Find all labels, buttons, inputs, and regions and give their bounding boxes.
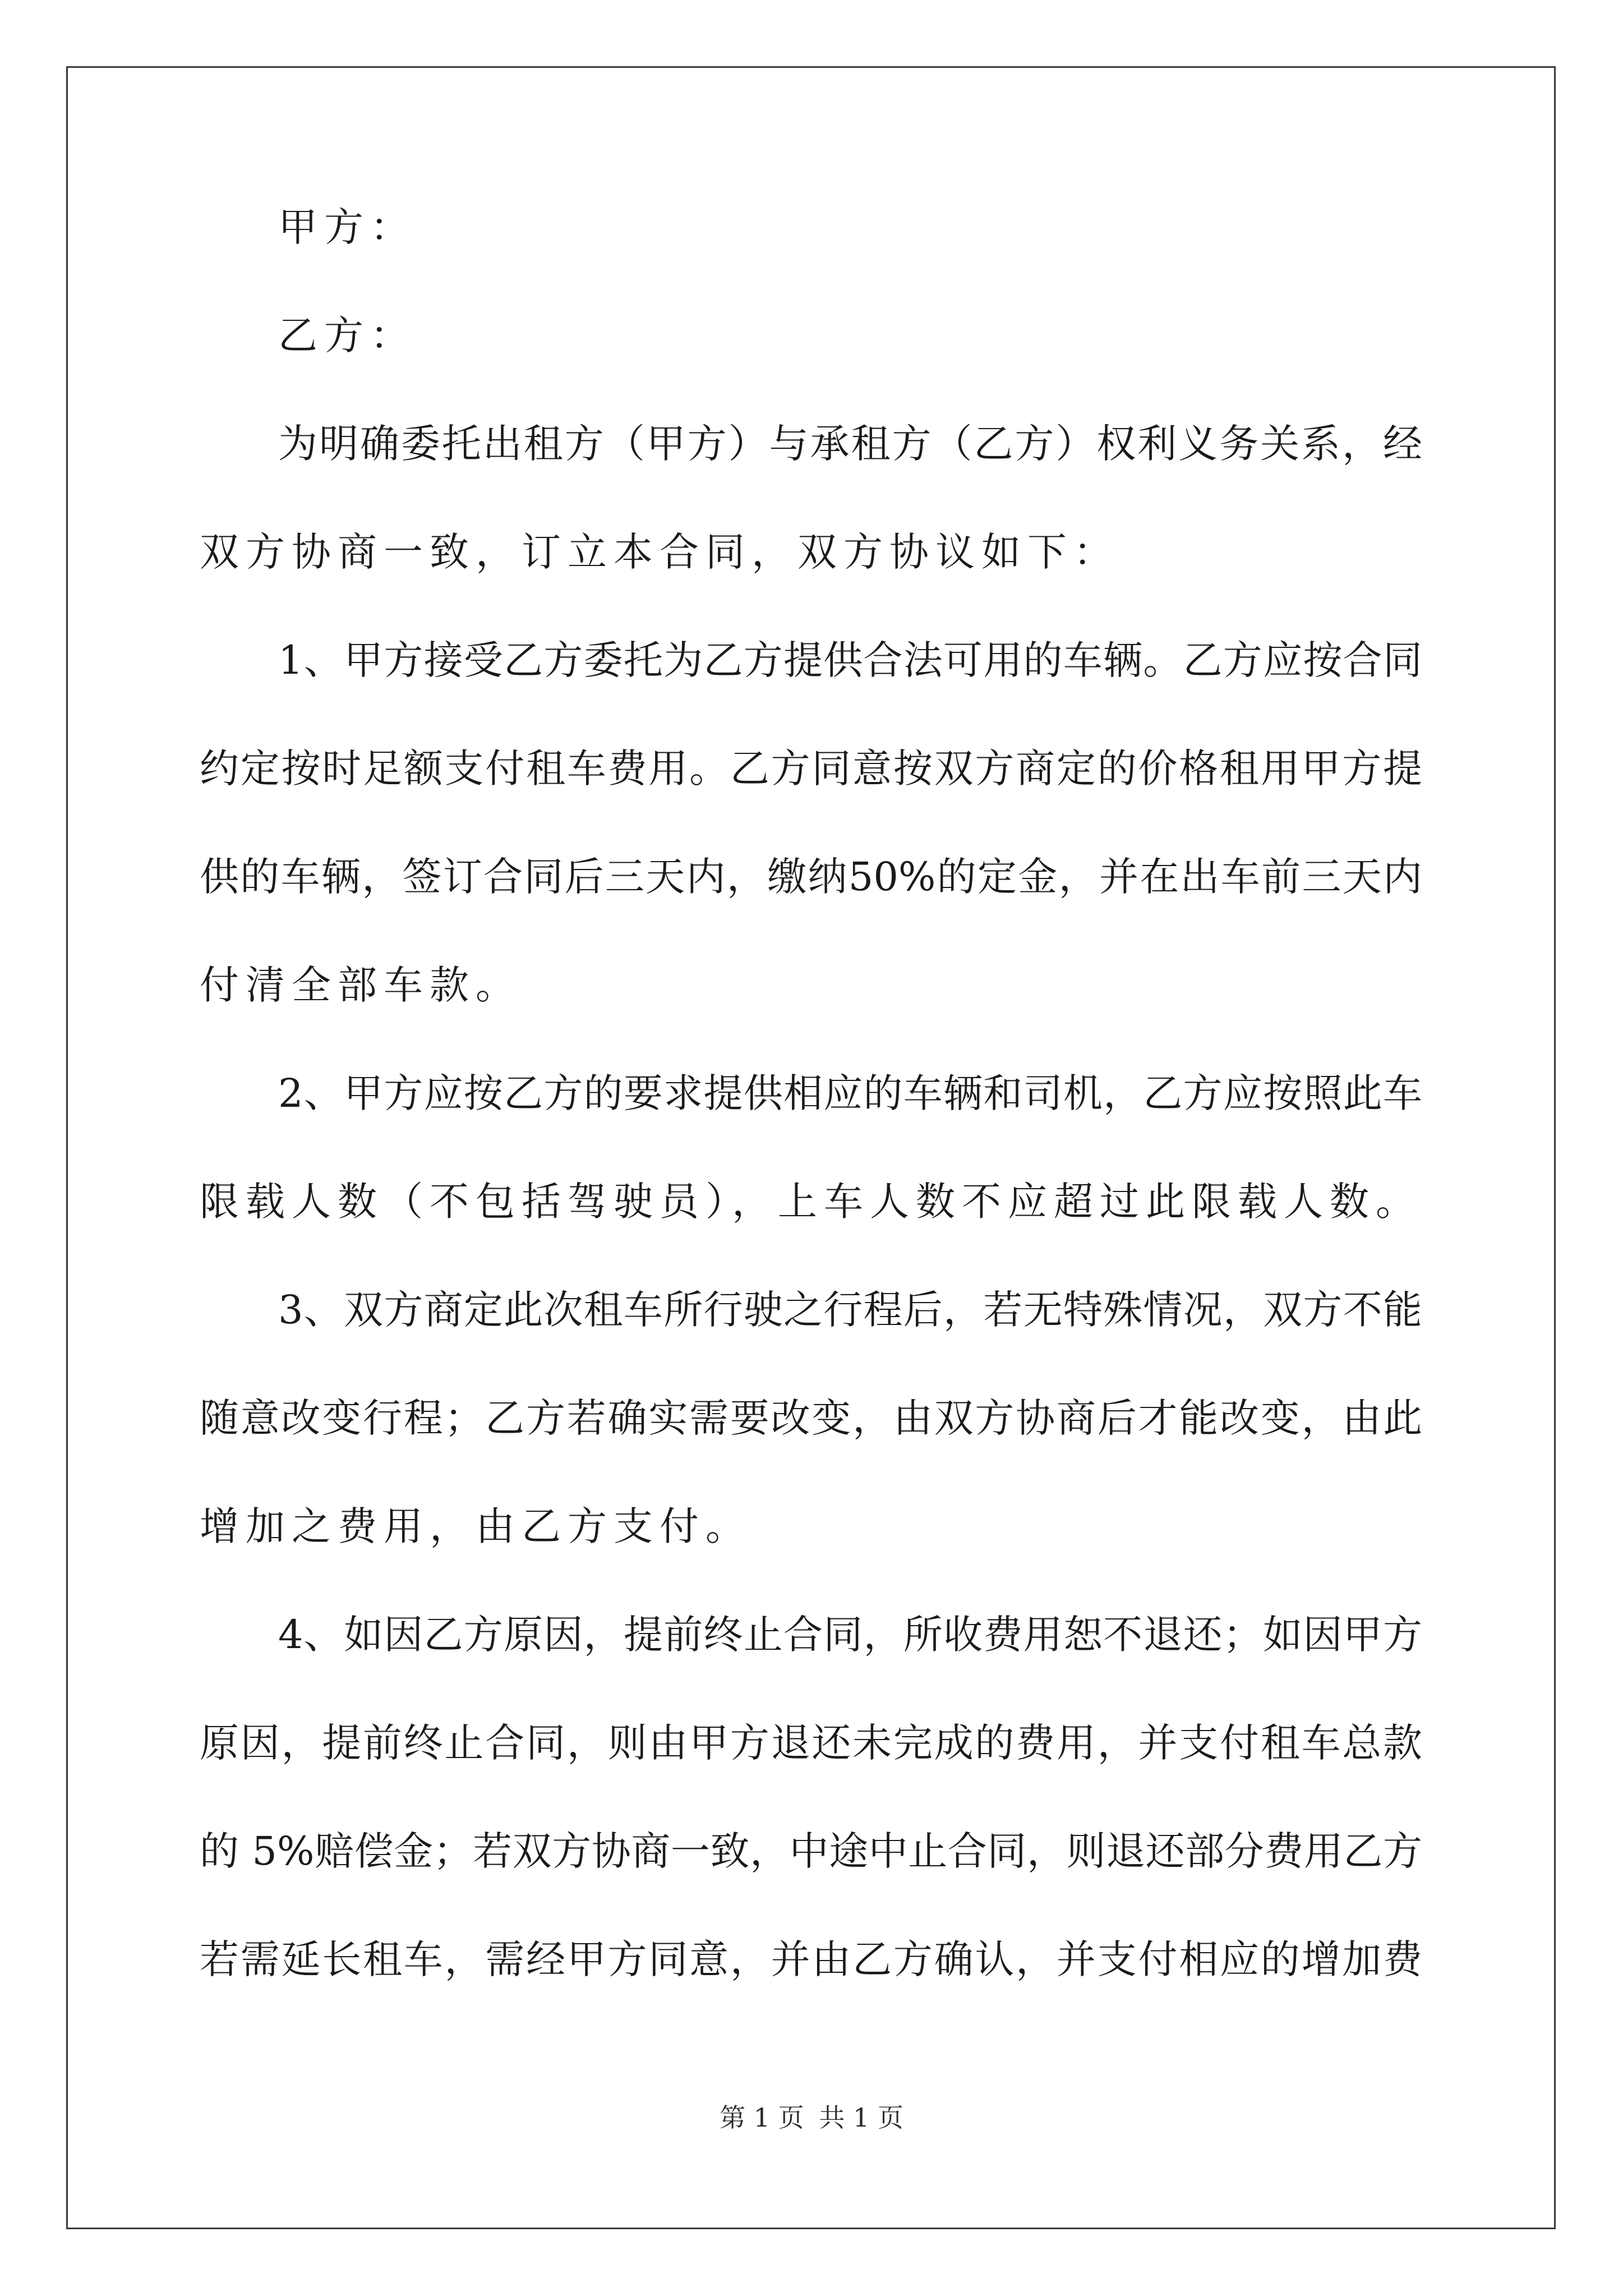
- paragraph-clause-2: [200, 1068, 1422, 1227]
- page-total: 共 1 页: [819, 2102, 903, 2133]
- paragraph-line: 增加之费用，由乙方支付。: [200, 1503, 751, 1549]
- party-b-label: 乙方：: [278, 312, 416, 358]
- paragraph-line: 双方协商一致，订立本合同，双方协议如下：: [200, 529, 1119, 575]
- paragraph-line: 4、如因乙方原因，提前终止合同，所收费用恕不退还；如因甲方: [278, 1612, 1422, 1658]
- paragraph-clause-4: [200, 1609, 1422, 1985]
- paragraph-line: 2、甲方应按乙方的要求提供相应的车辆和司机，乙方应按照此车: [278, 1070, 1422, 1116]
- paragraph-preamble: [200, 418, 1422, 577]
- page-number: 第 1 页: [720, 2102, 804, 2133]
- paragraph-line: 若需延长租车，需经甲方同意，并由乙方确认，并支付相应的增加费: [200, 1936, 1422, 1982]
- party-a-label: 甲方：: [278, 204, 416, 250]
- paragraph-line: 为明确委托出租方（甲方）与承租方（乙方）权利义务关系，经: [278, 421, 1422, 467]
- document-body: [200, 202, 1422, 1985]
- paragraph-line: 约定按时足额支付租车费用。乙方同意按双方商定的价格租用甲方提: [200, 746, 1422, 792]
- paragraph-line: 1、甲方接受乙方委托为乙方提供合法可用的车辆。乙方应按合同: [278, 637, 1422, 683]
- paragraph-line: 供的车辆，签订合同后三天内，缴纳50%的定金，并在出车前三天内: [200, 854, 1422, 900]
- paragraph-line: 3、双方商定此次租车所行驶之行程后，若无特殊情况，双方不能: [278, 1287, 1422, 1333]
- paragraph-clause-3: [200, 1285, 1422, 1552]
- paragraph-line: 付清全部车款。: [200, 962, 522, 1008]
- paragraph-line: 随意改变行程；乙方若确实需要改变，由双方协商后才能改变，由此: [200, 1395, 1422, 1441]
- paragraph-line: 原因，提前终止合同，则由甲方退还未完成的费用，并支付租车总款: [200, 1720, 1422, 1766]
- paragraph-clause-1: [200, 635, 1422, 1010]
- paragraph-line: 的 5%赔偿金；若双方协商一致，中途中止合同，则退还部分费用乙方: [200, 1828, 1422, 1874]
- paragraph-line: 限载人数（不包括驾驶员），上车人数不应超过此限载人数。: [200, 1179, 1422, 1225]
- page-footer: [0, 2101, 1623, 2134]
